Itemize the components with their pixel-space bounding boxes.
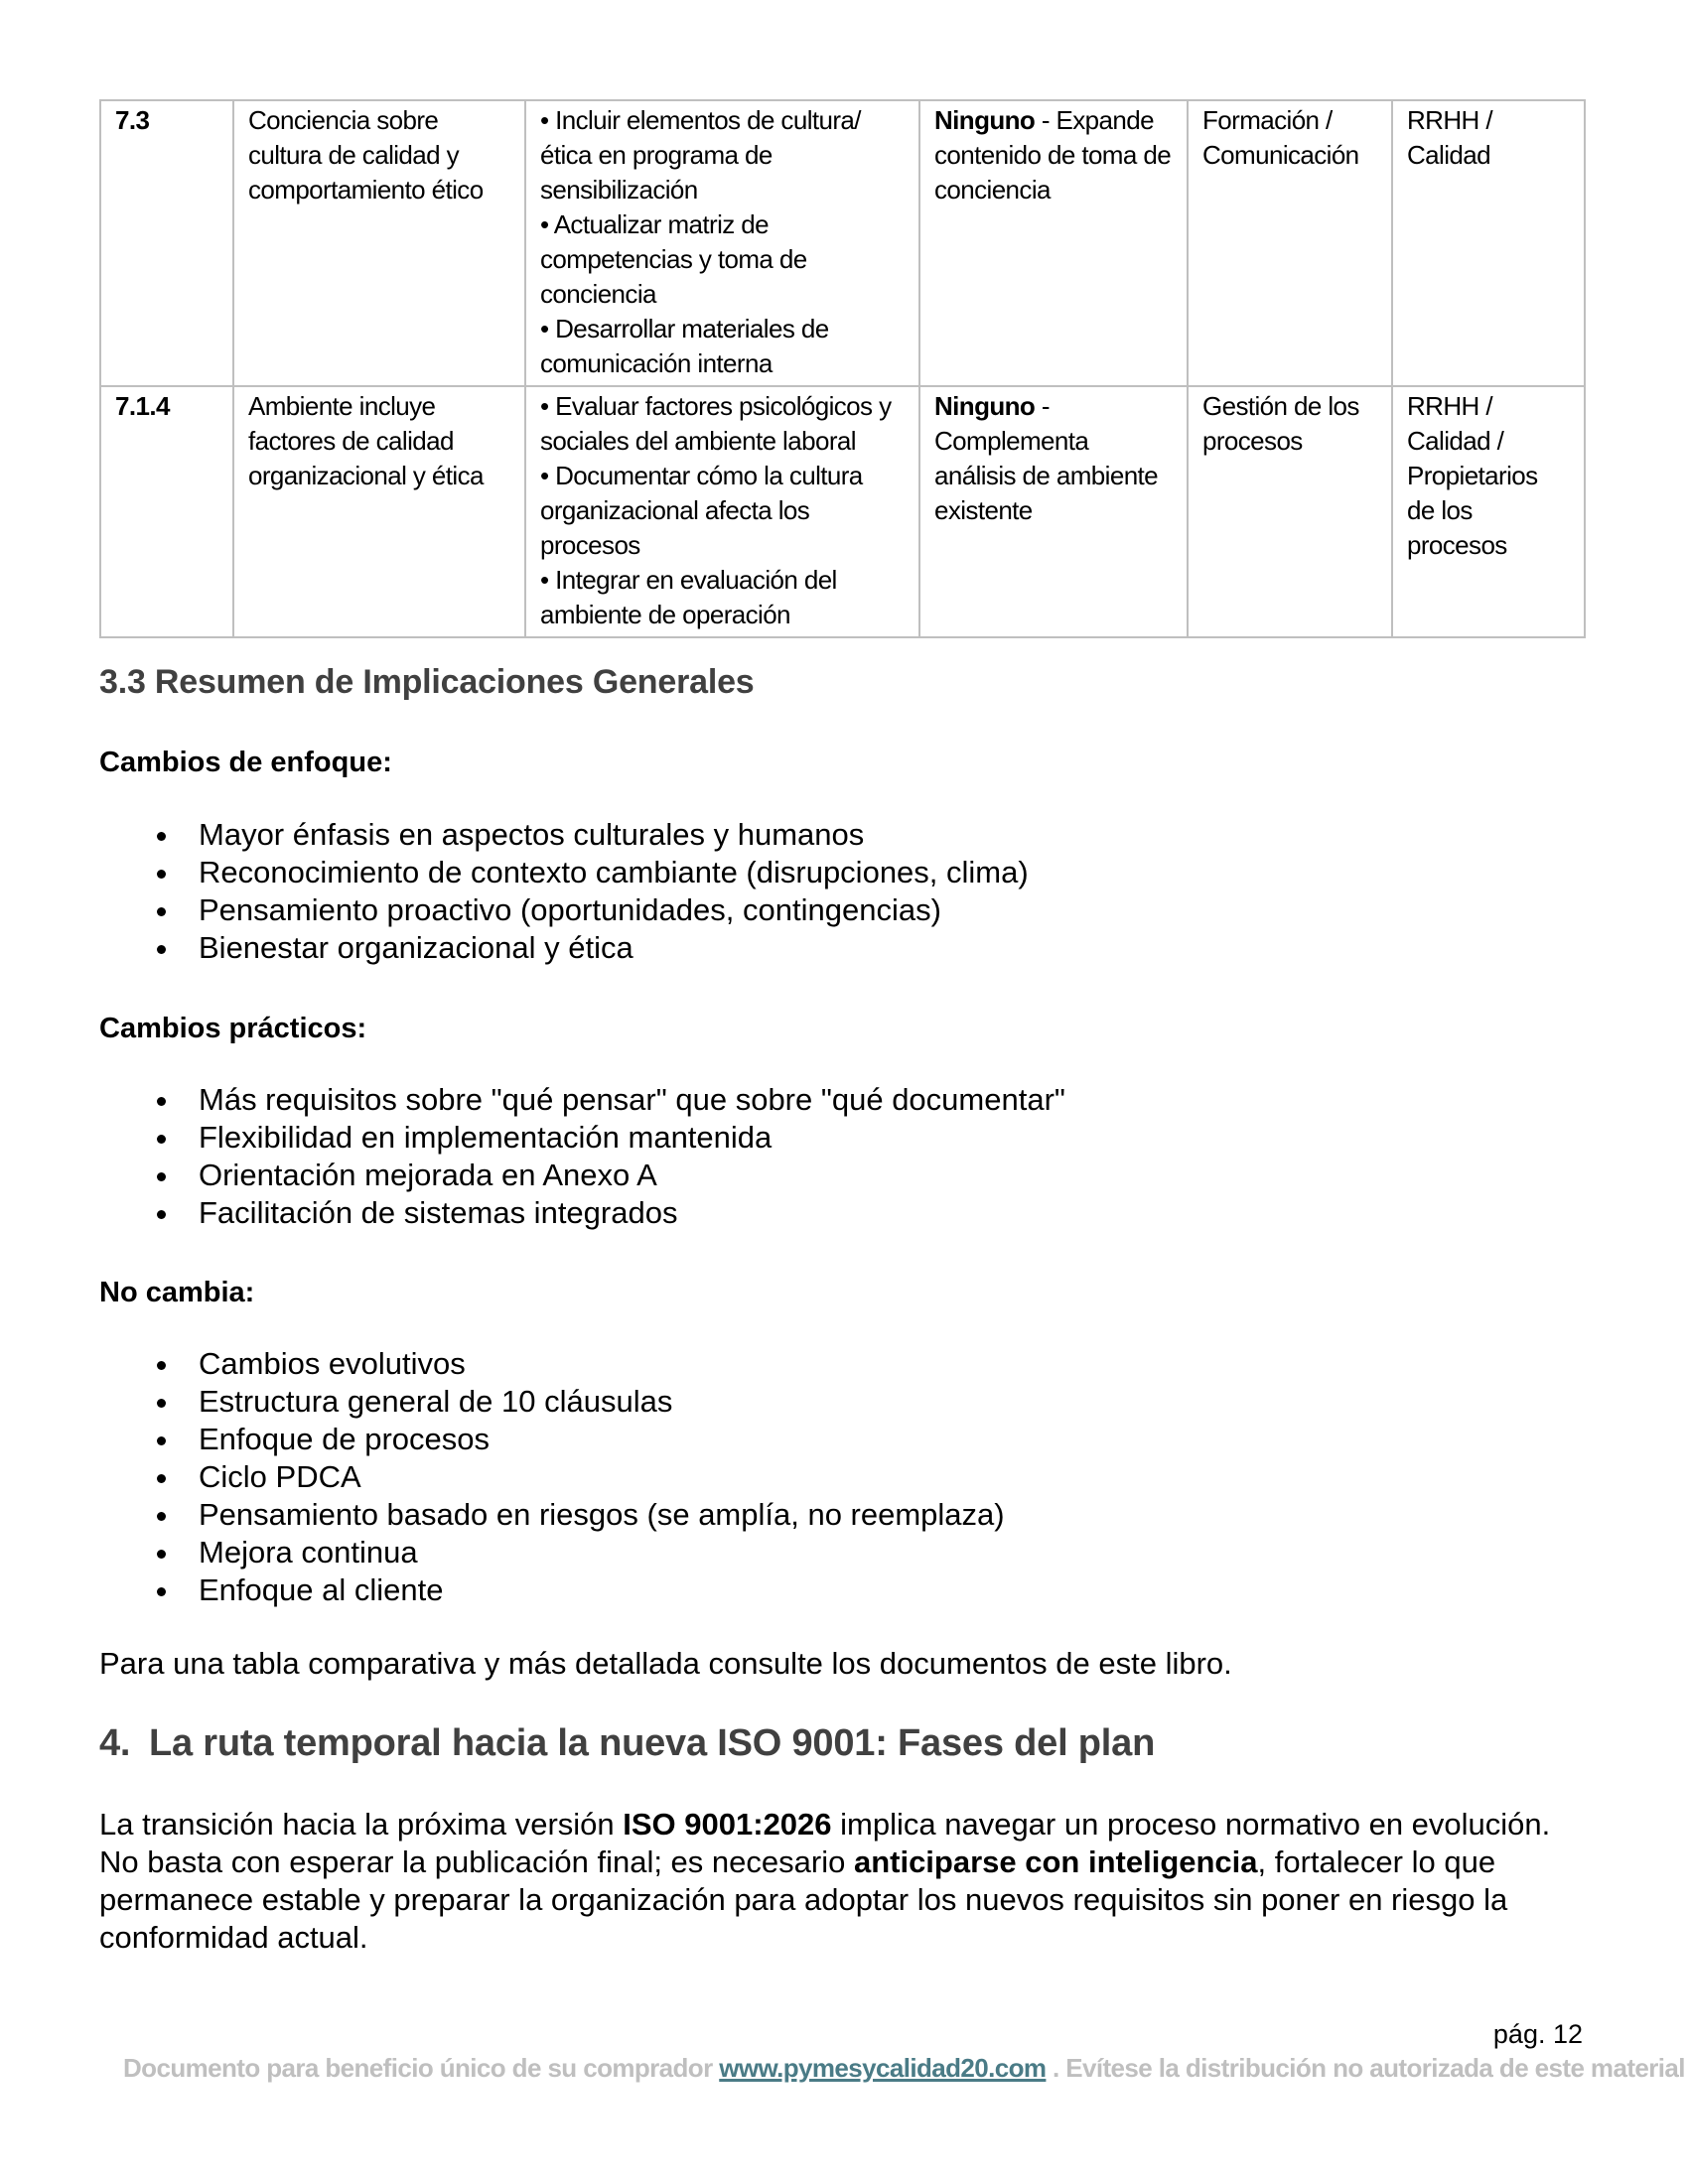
- impact-cell: [919, 386, 1188, 637]
- list-item: Estructura general de 10 cláusulas: [99, 1383, 1005, 1421]
- responsible-cell: RRHH / Calidad: [1392, 100, 1585, 386]
- group-label-focus: Cambios de enfoque:: [99, 747, 392, 778]
- footer-notice: [123, 2053, 1685, 2084]
- action-item: • Evaluar factores psicológicos y sociales del ambiente laboral: [540, 391, 892, 456]
- impact-detail: - Expande contenido de toma de conciencia: [934, 105, 1172, 205]
- action-item: • Documentar cómo la cultura organizacional afecta los procesos: [540, 461, 863, 560]
- impact-cell: [919, 100, 1188, 386]
- footer-link[interactable]: www.pymesycalidad20.com: [719, 2053, 1047, 2083]
- intro-paragraph: [99, 1806, 1589, 1957]
- action-item: • Desarrollar materiales de comunicación interna: [540, 314, 829, 378]
- list-item: Enfoque al cliente: [99, 1571, 1005, 1609]
- list-item: Mejora continua: [99, 1534, 1005, 1571]
- clause-number: 7.1.4: [100, 386, 233, 637]
- list-item: Cambios evolutivos: [99, 1345, 1005, 1383]
- bullet-list-focus: [99, 816, 1029, 967]
- text-run: La transición hacia la próxima versión: [99, 1807, 624, 1842]
- action-item: • Incluir elementos de cultura/ética en programa de sensibilización: [540, 105, 861, 205]
- process-cell: Formación / Comunicación: [1188, 100, 1392, 386]
- section-heading-3-3: 3.3 Resumen de Implicaciones Generales: [99, 663, 755, 701]
- text-run: implica navegar un proceso normativo en evolución. No basta con esperar la publicación final; es necesario: [99, 1807, 1551, 1879]
- bullet-list-practical: [99, 1081, 1065, 1232]
- closing-note: Para una tabla comparativa y más detallada consulte los documentos de este libro.: [99, 1646, 1232, 1681]
- responsible-cell: RRHH / Calidad / Propietarios de los procesos: [1392, 386, 1585, 637]
- group-label-unchanged: No cambia:: [99, 1277, 255, 1308]
- group-label-practical: Cambios prácticos:: [99, 1013, 367, 1044]
- page-number: pág. 12: [1492, 2019, 1583, 2049]
- list-item: Pensamiento proactivo (oportunidades, contingencias): [99, 891, 1029, 929]
- list-item: Pensamiento basado en riesgos (se amplía, no reemplaza): [99, 1496, 1005, 1534]
- requirement-description: Conciencia sobre cultura de calidad y comportamiento ético: [233, 100, 525, 386]
- list-item: Más requisitos sobre "qué pensar" que sobre "qué documentar": [99, 1081, 1065, 1119]
- actions-cell: [525, 100, 919, 386]
- section-number: 4.: [99, 1722, 131, 1764]
- impact-detail: - Complementa análisis de ambiente existente: [934, 391, 1159, 525]
- impact-level: Ninguno: [934, 105, 1036, 135]
- text-run: , fortalecer lo que permanece estable y preparar la organización para adoptar los nuevos requisitos sin poner en riesgo la conformidad actual.: [99, 1844, 1508, 1955]
- section-title: La ruta temporal hacia la nueva ISO 9001: Fases del plan: [149, 1722, 1156, 1764]
- table-row: [100, 386, 1585, 637]
- requirement-description: Ambiente incluye factores de calidad organizacional y ética: [233, 386, 525, 637]
- action-item: • Actualizar matriz de competencias y toma de conciencia: [540, 209, 807, 309]
- list-item: Reconocimiento de contexto cambiante (disrupciones, clima): [99, 854, 1029, 891]
- list-item: Enfoque de procesos: [99, 1421, 1005, 1458]
- list-item: Bienestar organizacional y ética: [99, 929, 1029, 967]
- impact-level: Ninguno: [934, 391, 1036, 421]
- list-item: Ciclo PDCA: [99, 1458, 1005, 1496]
- bullet-list-unchanged: [99, 1345, 1005, 1609]
- clause-number: 7.3: [100, 100, 233, 386]
- process-cell: Gestión de los procesos: [1188, 386, 1392, 637]
- action-item: • Integrar en evaluación del ambiente de operación: [540, 565, 837, 629]
- bold-text-run: anticiparse con inteligencia: [853, 1844, 1258, 1879]
- list-item: Orientación mejorada en Anexo A: [99, 1157, 1065, 1194]
- footer-prefix: Documento para beneficio único de su comprador: [123, 2053, 720, 2083]
- section-heading-4: [99, 1722, 1155, 1765]
- list-item: Facilitación de sistemas integrados: [99, 1194, 1065, 1232]
- table-row: [100, 100, 1585, 386]
- list-item: Flexibilidad en implementación mantenida: [99, 1119, 1065, 1157]
- footer-suffix: . Evítese la distribución no autorizada de este material: [1046, 2053, 1685, 2083]
- requirements-table: [99, 99, 1586, 638]
- bold-text-run: ISO 9001:2026: [623, 1807, 832, 1842]
- actions-cell: [525, 386, 919, 637]
- list-item: Mayor énfasis en aspectos culturales y humanos: [99, 816, 1029, 854]
